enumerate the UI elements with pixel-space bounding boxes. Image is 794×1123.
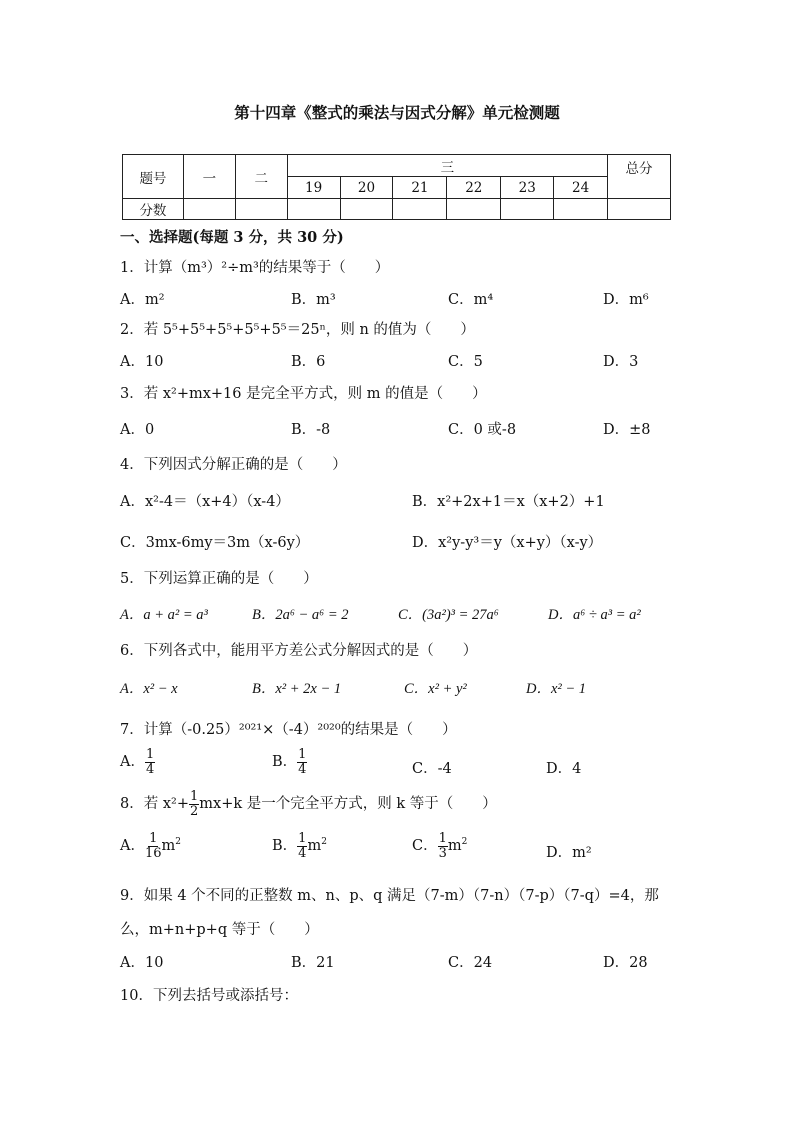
q8-text-start: 8．若 x²+ xyxy=(120,796,189,813)
q2-option-c: C．5 xyxy=(448,354,483,370)
question-1: 1．计算（m³）²÷m³的结果等于（ ） xyxy=(120,260,390,276)
denominator: 4 xyxy=(298,845,307,861)
denominator: 16 xyxy=(144,845,162,861)
q5-option-a: A．a + a² = a³ xyxy=(120,607,208,623)
page-title: 第十四章《整式的乘法与因式分解》单元检测题 xyxy=(234,103,560,122)
q8-option-d: D．m² xyxy=(546,845,592,861)
question-9-line-2: 么，m+n+p+q 等于（ ） xyxy=(120,922,319,938)
question-2: 2．若 5⁵+5⁵+5⁵+5⁵+5⁵＝25ⁿ，则 n 的值为（ ） xyxy=(120,322,475,338)
score-table-header-section3: 三 xyxy=(287,155,607,177)
q6-option-b: B．x² + 2x − 1 xyxy=(252,681,342,697)
score-cell xyxy=(183,199,235,220)
fraction xyxy=(145,832,162,860)
question-10: 10．下列去括号或添括号： xyxy=(120,988,298,1004)
score-table-q23: 23 xyxy=(501,177,554,199)
q5-option-c: C．(3a²)³ = 27a⁶ xyxy=(398,607,499,623)
denominator: 2 xyxy=(189,803,199,819)
score-cell xyxy=(501,199,554,220)
score-cell xyxy=(340,199,393,220)
score-cell xyxy=(287,199,340,220)
q4-option-a: A．x²-4＝（x+4）（x-4） xyxy=(120,494,290,510)
denominator: 4 xyxy=(298,761,307,777)
fraction xyxy=(297,748,307,776)
fraction xyxy=(438,832,448,860)
score-cell xyxy=(554,199,608,220)
score-table-q21: 21 xyxy=(393,177,447,199)
question-5: 5．下列运算正确的是（ ） xyxy=(120,571,318,587)
q4-option-b: B．x²+2x+1＝x（x+2）+1 xyxy=(412,494,605,510)
question-6: 6．下列各式中，能用平方差公式分解因式的是（ ） xyxy=(120,643,478,659)
q9-option-b: B．21 xyxy=(291,955,335,971)
score-table-q19: 19 xyxy=(287,177,340,199)
numerator: 1 xyxy=(149,831,158,846)
score-table-header-label: 题号 xyxy=(123,155,184,199)
q8-text-end: mx+k 是一个完全平方式，则 k 等于（ ） xyxy=(199,796,497,813)
question-3: 3．若 x²+mx+16 是完全平方式，则 m 的值是（ ） xyxy=(120,386,487,402)
numerator: 1 xyxy=(145,747,155,762)
q1-option-b: B．m³ xyxy=(291,292,336,308)
q7-option-a: A． $\frac{1}{4}$ xyxy=(120,747,155,777)
q8-option-a: A． $\frac{1}{16}$ $m^2$ xyxy=(120,831,182,861)
score-cell xyxy=(393,199,447,220)
numerator: 1 xyxy=(298,831,307,846)
denominator: 3 xyxy=(438,845,447,861)
score-cell xyxy=(235,199,287,220)
question-9-line-1: 9．如果 4 个不同的正整数 m、n、p、q 满足（7-m）（7-n）（7-p）（7-q）=4，那 xyxy=(120,888,659,904)
score-table-q24: 24 xyxy=(554,177,608,199)
q1-option-d: D．m⁶ xyxy=(603,292,649,308)
question-7: 7．计算（-0.25）²⁰²¹×（-4）²⁰²⁰的结果是（ ） xyxy=(120,722,457,738)
section-heading: 一、选择题(每题 3 分，共 30 分) xyxy=(120,229,344,246)
numerator: 1 xyxy=(298,747,307,762)
score-table-q22: 22 xyxy=(447,177,501,199)
q2-option-d: D．3 xyxy=(603,354,639,370)
score-table-header-section1: 一 xyxy=(183,155,235,199)
q2-option-a: A．10 xyxy=(120,354,164,370)
q9-option-c: C．24 xyxy=(448,955,493,971)
fraction xyxy=(297,832,307,860)
q9-option-d: D．28 xyxy=(603,955,648,971)
q5-option-d: D．a⁶ ÷ a³ = a² xyxy=(548,607,641,623)
score-table-score-label: 分数 xyxy=(123,199,184,220)
q3-option-b: B．-8 xyxy=(291,422,331,438)
q8-option-c: C． $\frac{1}{3}$ $m^2$ xyxy=(412,831,468,861)
q2-option-b: B．6 xyxy=(291,354,326,370)
fraction xyxy=(145,748,155,776)
numerator: 1 xyxy=(438,831,447,846)
q4-option-d: D．x²y-y³＝y（x+y）（x-y） xyxy=(412,535,603,551)
score-table xyxy=(122,154,671,220)
denominator: 4 xyxy=(145,761,155,777)
q3-option-c: C．0 或-8 xyxy=(448,422,517,438)
q6-option-a: A．x² − x xyxy=(120,681,178,697)
score-table-header-section2: 二 xyxy=(235,155,287,199)
question-4: 4．下列因式分解正确的是（ ） xyxy=(120,457,347,473)
score-table-q20: 20 xyxy=(340,177,393,199)
q7-option-d: D．4 xyxy=(546,761,582,777)
q5-option-b: B．2a⁶ − a⁶ = 2 xyxy=(252,607,349,623)
q1-option-c: C．m⁴ xyxy=(448,292,494,308)
q6-option-d: D．x² − 1 xyxy=(526,681,587,697)
q3-option-a: A．0 xyxy=(120,422,155,438)
q9-option-a: A．10 xyxy=(120,955,164,971)
fraction xyxy=(189,790,199,818)
q8-option-b: B． $\frac{1}{4}$ $m^2$ xyxy=(272,831,327,861)
q7-option-c: C．-4 xyxy=(412,761,452,777)
score-cell xyxy=(608,199,671,220)
q6-option-c: C．x² + y² xyxy=(404,681,467,697)
score-table-header-total: 总分 xyxy=(608,155,671,199)
q3-option-d: D．±8 xyxy=(603,422,651,438)
score-cell xyxy=(447,199,501,220)
q7-option-b: B． $\frac{1}{4}$ xyxy=(272,747,307,777)
q4-option-c: C．3mx-6my＝3m（x-6y） xyxy=(120,535,310,551)
numerator: 1 xyxy=(189,789,199,804)
question-8 xyxy=(120,790,497,818)
q1-option-a: A．m² xyxy=(120,292,165,308)
